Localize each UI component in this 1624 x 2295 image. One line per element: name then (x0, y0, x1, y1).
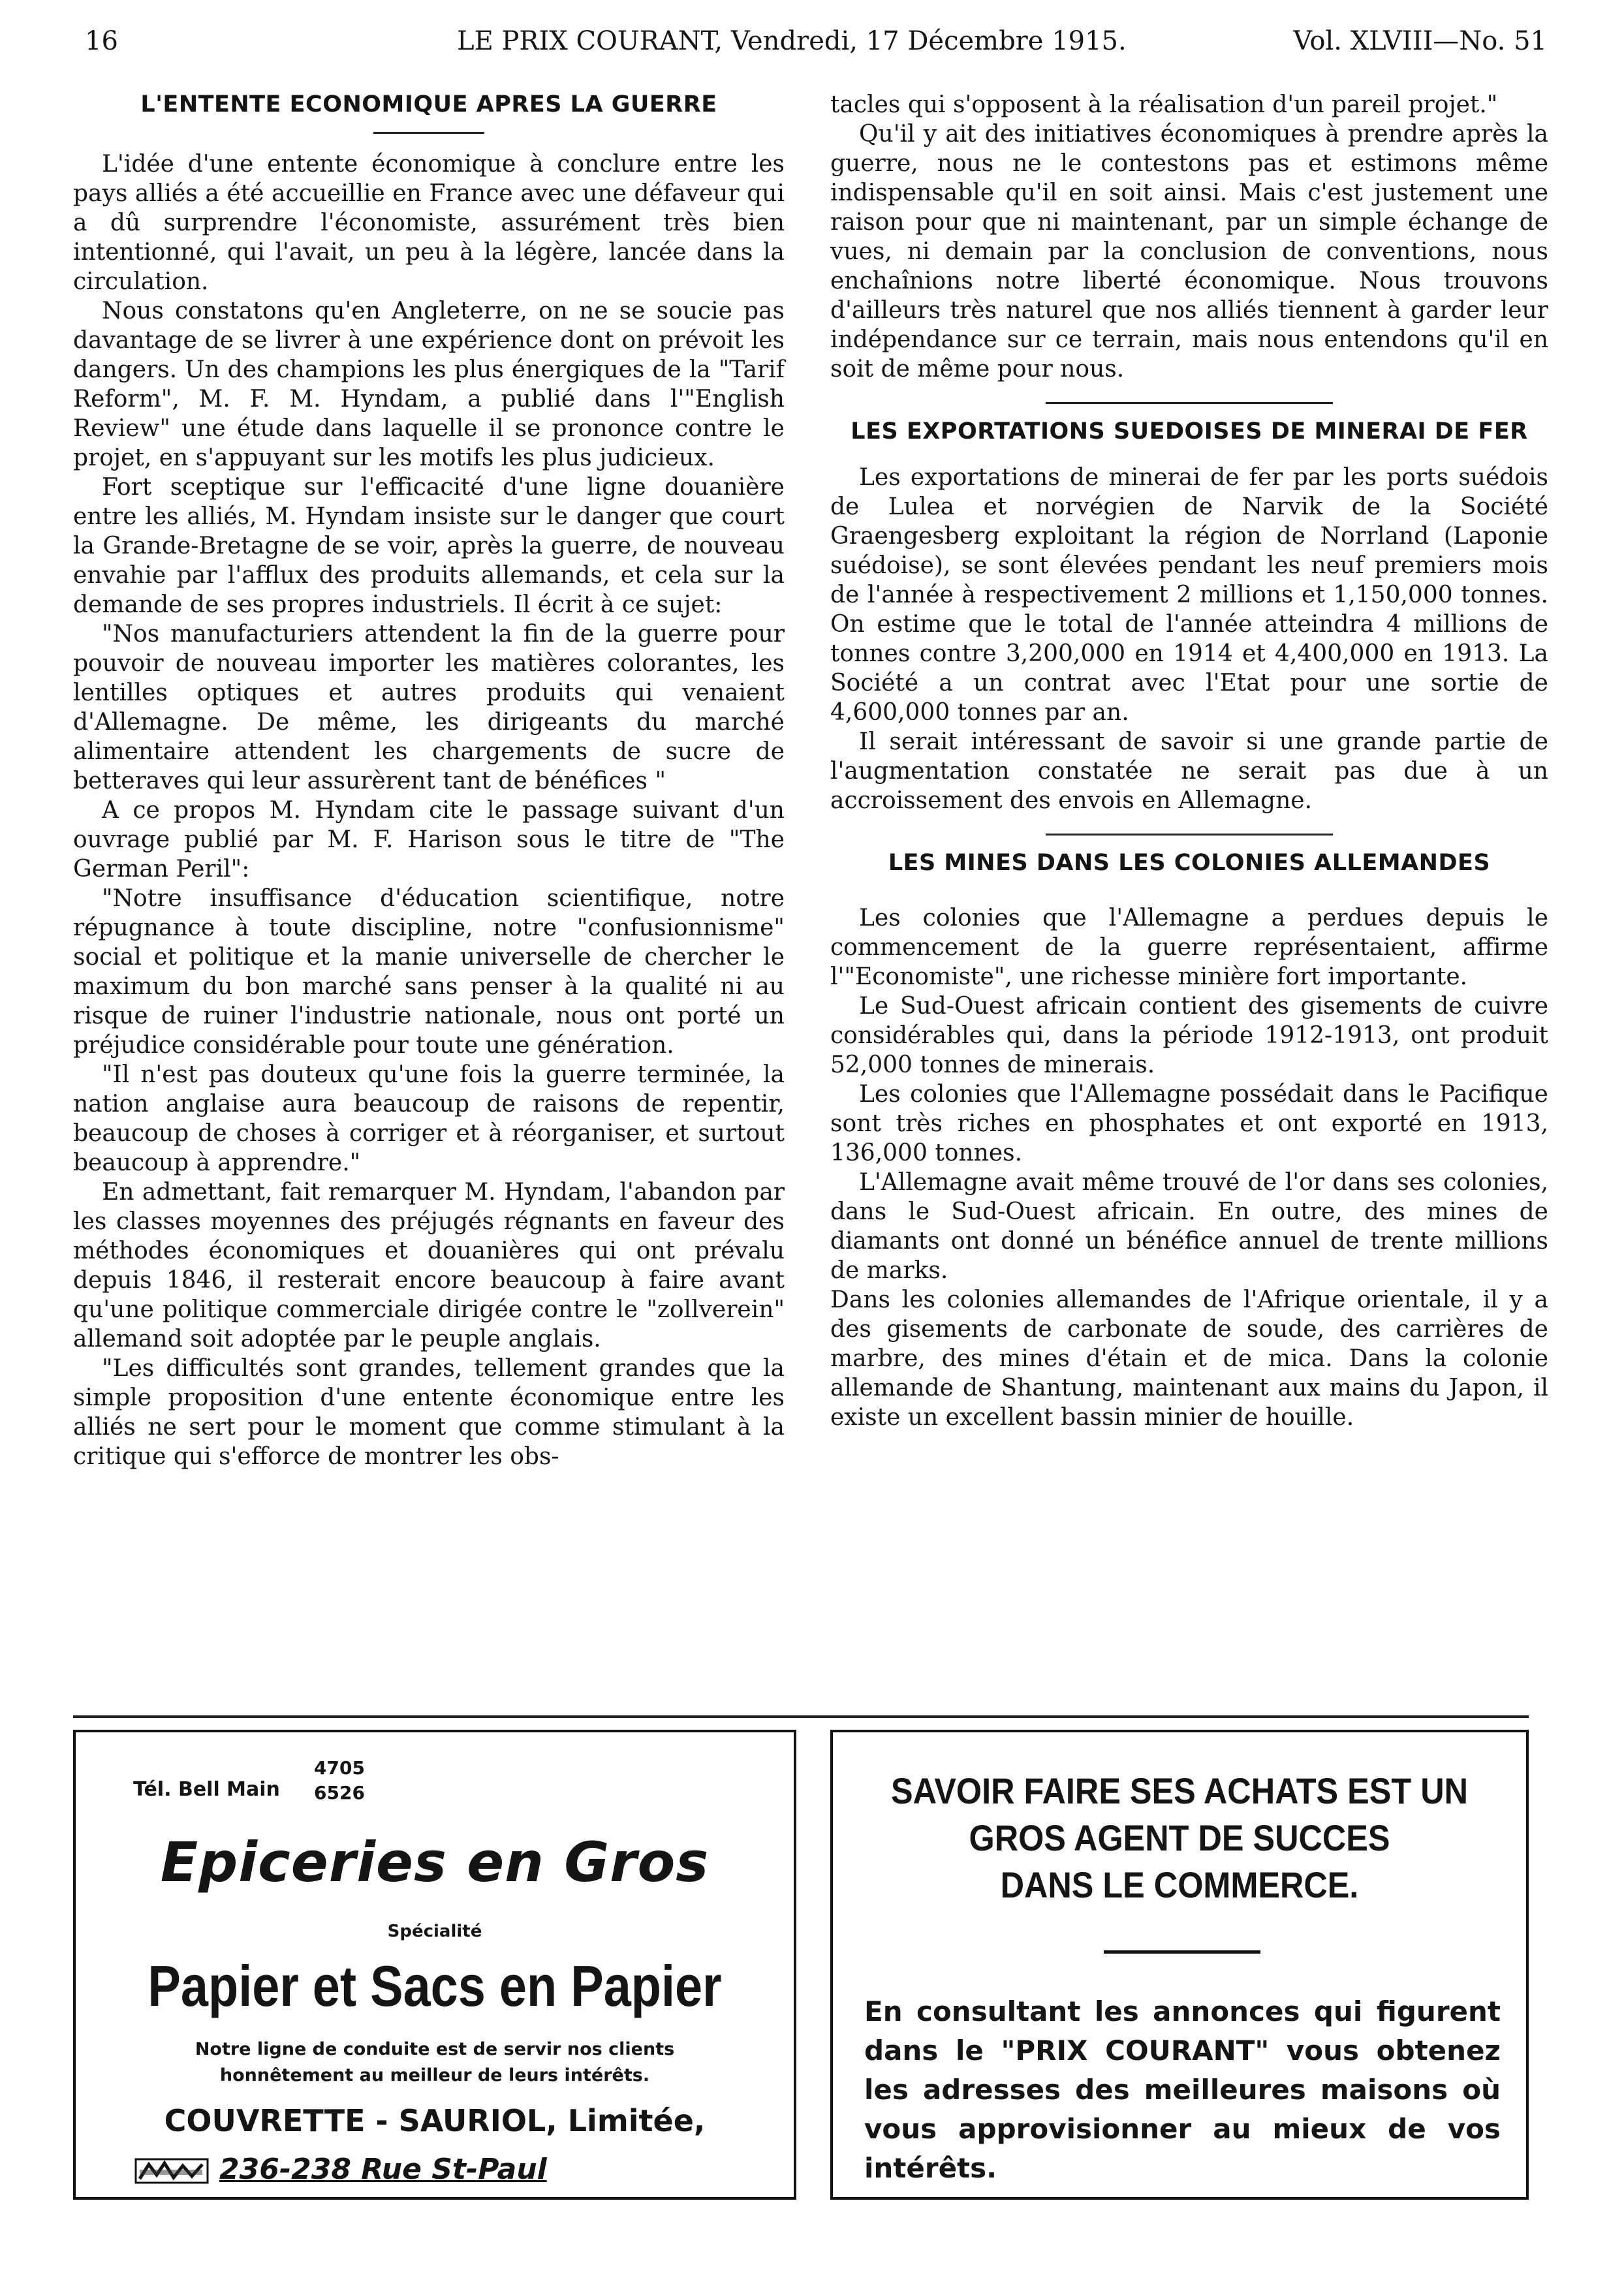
article-paragraph: "Notre insuffisance d'éducation scientifique, notre répugnance à toute discipline, notre "confusionnisme" social et politique et la manie universelle de chercher le maximum du bon marché sans penser à la qualité ni au risque de ruiner l'industrie nationale, nous ont porté un préjudice considérable pour toute une génération. (73, 885, 785, 1059)
article-paragraph: Les colonies que l'Allemagne a perdues depuis le commencement de la guerre représentaient, affirme l'"Economiste", une richesse minière fort importante. (830, 905, 1548, 990)
section-divider (1046, 402, 1333, 404)
ads-divider (73, 1715, 1529, 1718)
article-title-exportations: LES EXPORTATIONS SUEDOISES DE MINERAI DE FER (851, 418, 1528, 445)
ad-divider (1104, 1950, 1260, 1954)
advertisement-prix-courant (830, 1730, 1529, 2200)
ad-company-name: COUVRETTE - SAURIOL, Limitée, (164, 2103, 706, 2138)
advertisement-couvrette-sauriol (73, 1730, 796, 2200)
telephone-label: Tél. Bell Main (133, 1778, 280, 1801)
article-continuation: tacles qui s'opposent à la réalisation d'un pareil projet." (830, 91, 1498, 118)
page-header (85, 26, 1547, 65)
ad-address: 236-238 Rue St-Paul (219, 2153, 547, 2186)
ad-motto-line: Notre ligne de conduite est de servir nos clients (195, 2039, 675, 2059)
article-paragraph: L'Allemagne avait même trouvé de l'or dans ses colonies, dans le Sud-Ouest africain. En outre, des mines de diamants ont donné un bénéfice annuel de trente millions de marks. (830, 1169, 1548, 1284)
ad-body: En consultant les annonces qui figurent dans le "PRIX COURANT" vous obtenez les adresses des meilleures maisons où vous approvisionner au mieux de vos intérêts. (864, 1995, 1501, 2184)
publication-dateline: LE PRIX COURANT, Vendredi, 17 Décembre 1915. (457, 26, 1127, 56)
article-paragraph: "Nos manufacturiers attendent la fin de la guerre pour pouvoir de nouveau importer les matières colorantes, les lentilles optiques et autres produits qui venaient d'Allemagne. De même, les dirigeants du marché alimentaire attendent les chargements de sucre de betteraves qui leur assurèrent tant de bénéfices " (73, 621, 785, 794)
article-paragraph: Nous constatons qu'en Angleterre, on ne se soucie pas davantage de se livrer à une expérience dont on prévoit les dangers. Un des champions les plus énergiques de la "Tarif Reform", M. F. M. Hyndam, a publié dans l'"English Review" une étude dans laquelle il se prononce contre le projet, en s'appuyant sur les motifs les plus judicieux. (73, 298, 785, 471)
ad-headline-line: GROS AGENT DE SUCCES (969, 1817, 1390, 1858)
ad-headline (867, 1768, 1491, 1909)
article-title-mines: LES MINES DANS LES COLONIES ALLEMANDES (888, 850, 1491, 876)
ad-specialty-label: Spécialité (387, 1922, 482, 1941)
article-paragraph: Les exportations de minerai de fer par les ports suédois de Lulea et norvégien de Narvik de la Société Graengesberg exploitant la région de Norrland (Laponie suédoise), se sont élevées pendant les neuf premiers mois de l'année à respectivement 2 millions et 1,150,000 tonnes. On estime que le total de l'année atteindra 4 millions de tonnes contre 3,200,000 en 1914 et 4,400,000 en 1913. La Société a un contrat avec l'Etat pour une sortie de 4,600,000 tonnes par an. (830, 464, 1548, 726)
article-paragraph: Le Sud-Ouest africain contient des gisements de cuivre considérables qui, dans la période 1912-1913, ont produit 52,000 tonnes de minerais. (830, 993, 1548, 1078)
article-paragraph: Dans les colonies allemandes de l'Afrique orientale, il y a des gisements de carbonate de soude, des carrières de marbre, des mines d'étain et de mica. Dans la colonie allemande de Shantung, maintenant aux mains du Japon, il existe un excellent bassin minier de houille. (830, 1287, 1548, 1431)
section-divider (1046, 834, 1333, 835)
ad-motto (76, 2037, 794, 2089)
right-column (830, 90, 1548, 1432)
article-paragraph: "Les difficultés sont grandes, tellement grandes que la simple proposition d'une entente économique entre les alliés ne sert pour le moment que comme stimulant à la critique qui s'efforce de montrer les obs- (73, 1355, 785, 1470)
article-paragraph: En admettant, fait remarquer M. Hyndam, l'abandon par les classes moyennes des préjugés régnants en faveur des méthodes économiques et douanières qui ont prévalu depuis 1846, il resterait encore beaucoup à faire avant qu'une politique commerciale dirigée contre le "zollverein" allemand soit adoptée par le peuple anglais. (73, 1179, 785, 1352)
ad-headline-line: DANS LE COMMERCE. (1000, 1864, 1359, 1905)
ad-product: Papier et Sacs en Papier (148, 1954, 722, 2018)
telephone-number: 6526 (314, 1782, 365, 1803)
article-paragraph: Les colonies que l'Allemagne possédait dans le Pacifique sont très riches en phosphates et ont exporté en 1913, 136,000 tonnes. (830, 1081, 1548, 1166)
article-title-entente: L'ENTENTE ECONOMIQUE APRES LA GUERRE (140, 91, 717, 117)
title-divider (373, 132, 484, 134)
company-logo-icon (134, 2155, 213, 2187)
article-paragraph: Qu'il y ait des initiatives économiques à prendre après la guerre, nous ne le contestons pas et estimons même indispensable qu'il en soit ainsi. Mais c'est justement une raison pour que ni maintenant, par un simple échange de vues, ni demain par la conclusion de conventions, nous enchaînions notre liberté économique. Nous trouvons d'ailleurs très naturel que nos alliés tiennent à garder leur indépendance sur ce terrain, mais nous entendons qu'il en soit de même pour nous. (830, 121, 1548, 382)
page-number: 16 (85, 26, 118, 56)
article-paragraph: Il serait intéressant de savoir si une grande partie de l'augmentation constatée ne serait pas due à un accroissement des envois en Allemagne. (830, 728, 1548, 814)
telephone-number: 4705 (314, 1757, 365, 1779)
article-paragraph: L'idée d'une entente économique à conclure entre les pays alliés a été accueillie en France avec une défaveur qui a dû surprendre l'économiste, assurément très bien intentionné, qui l'avait, un peu à la légère, lancée dans la circulation. (73, 151, 785, 295)
volume-number: Vol. XLVIII—No. 51 (1293, 26, 1547, 56)
ad-headline-line: SAVOIR FAIRE SES ACHATS EST UN (891, 1770, 1468, 1811)
left-column (73, 90, 785, 1471)
ad-title: Epiceries en Gros (160, 1830, 710, 1894)
telephone-numbers (314, 1756, 365, 1805)
article-paragraph: A ce propos M. Hyndam cite le passage suivant d'un ouvrage publié par M. F. Harison sous le titre de "The German Peril": (73, 797, 785, 882)
article-paragraph: Fort sceptique sur l'efficacité d'une ligne douanière entre les alliés, M. Hyndam insiste sur le danger que court la Grande-Bretagne de se voir, après la guerre, de nouveau envahie par l'afflux des produits allemands, et cela sur la demande de ses propres industriels. Il écrit à ce sujet: (73, 474, 785, 618)
ad-motto-line: honnêtement au meilleur de leurs intérêts. (219, 2065, 650, 2085)
article-paragraph: "Il n'est pas douteux qu'une fois la guerre terminée, la nation anglaise aura beaucoup de raisons de repentir, beaucoup de choses à corriger et à réorganiser, et surtout beaucoup à apprendre." (73, 1061, 785, 1176)
